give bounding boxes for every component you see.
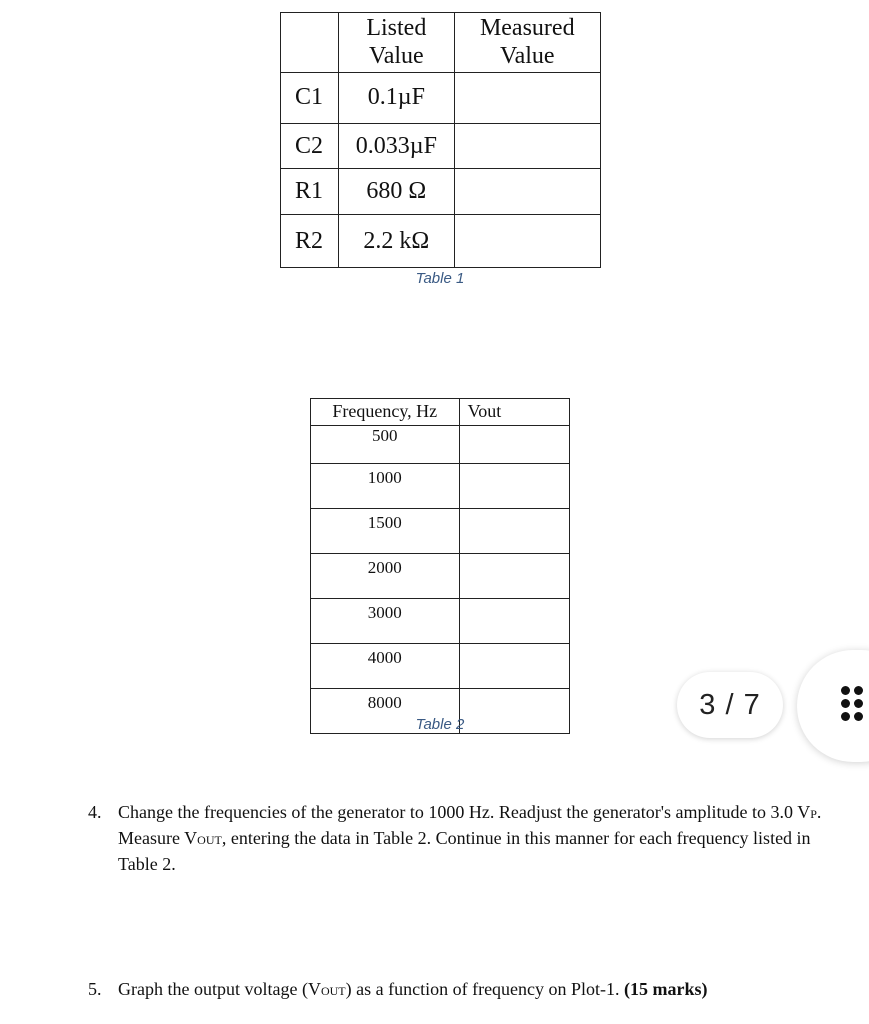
- frequency-value: 4000: [311, 644, 460, 689]
- frequency-value: 1500: [311, 509, 460, 554]
- table1-header-row: [281, 13, 601, 73]
- table1-header-empty: [281, 13, 339, 73]
- vout-header: Vout: [459, 399, 569, 426]
- table-row: [281, 124, 601, 169]
- component-label: R1: [281, 168, 339, 215]
- table-row: [281, 215, 601, 268]
- table-row: [311, 509, 570, 554]
- table2-caption: Table 2: [415, 716, 465, 733]
- table-row: [281, 168, 601, 215]
- table2-header-row: [311, 399, 570, 426]
- step-text: Graph the output voltage (VOUT) as a function of frequency on Plot-1. (15 marks): [118, 979, 708, 999]
- table-row: [311, 426, 570, 464]
- table-row: [311, 599, 570, 644]
- measured-value-cell[interactable]: [454, 72, 600, 124]
- table1-caption: Table 1: [415, 270, 465, 287]
- grid-dots-icon: [841, 686, 865, 726]
- frequency-value: 8000: [311, 689, 460, 734]
- vout-cell[interactable]: [459, 599, 569, 644]
- frequency-value: 500: [311, 426, 460, 464]
- page-menu-button[interactable]: [797, 650, 869, 762]
- table-row: [311, 644, 570, 689]
- measured-value-cell[interactable]: [454, 124, 600, 169]
- marks-label: (15 marks): [624, 979, 708, 999]
- table-row: [281, 72, 601, 124]
- listed-value: 0.1µF: [339, 72, 454, 124]
- frequency-value: 3000: [311, 599, 460, 644]
- listed-value: 680 Ω: [339, 168, 454, 215]
- frequency-value: 1000: [311, 464, 460, 509]
- measured-value-cell[interactable]: [454, 168, 600, 215]
- vout-cell[interactable]: [459, 426, 569, 464]
- listed-value: 2.2 kΩ: [339, 215, 454, 268]
- measured-value-cell[interactable]: [454, 215, 600, 268]
- frequency-header: Frequency, Hz: [311, 399, 460, 426]
- step-text: Change the frequencies of the generator to 1000 Hz. Readjust the generator's amplitude to 3.0 VP. Measure VOUT, entering the data in Table 2. Continue in this manner for each frequency listed in Table 2.: [118, 802, 822, 874]
- table-row: [311, 464, 570, 509]
- table-row: [311, 554, 570, 599]
- step-number: 5.: [88, 979, 102, 999]
- page-indicator[interactable]: 3 / 7: [677, 672, 783, 738]
- vout-cell[interactable]: [459, 554, 569, 599]
- listed-value: 0.033µF: [339, 124, 454, 169]
- vout-cell[interactable]: [459, 509, 569, 554]
- component-values-table: [280, 12, 601, 268]
- frequency-value: 2000: [311, 554, 460, 599]
- vout-cell[interactable]: [459, 464, 569, 509]
- table1-header-measured: Measured Value: [454, 13, 600, 73]
- frequency-table: [310, 398, 570, 734]
- component-label: C1: [281, 72, 339, 124]
- table1-header-listed: Listed Value: [339, 13, 454, 73]
- step-number: 4.: [88, 802, 102, 822]
- component-label: R2: [281, 215, 339, 268]
- component-label: C2: [281, 124, 339, 169]
- vout-cell[interactable]: [459, 644, 569, 689]
